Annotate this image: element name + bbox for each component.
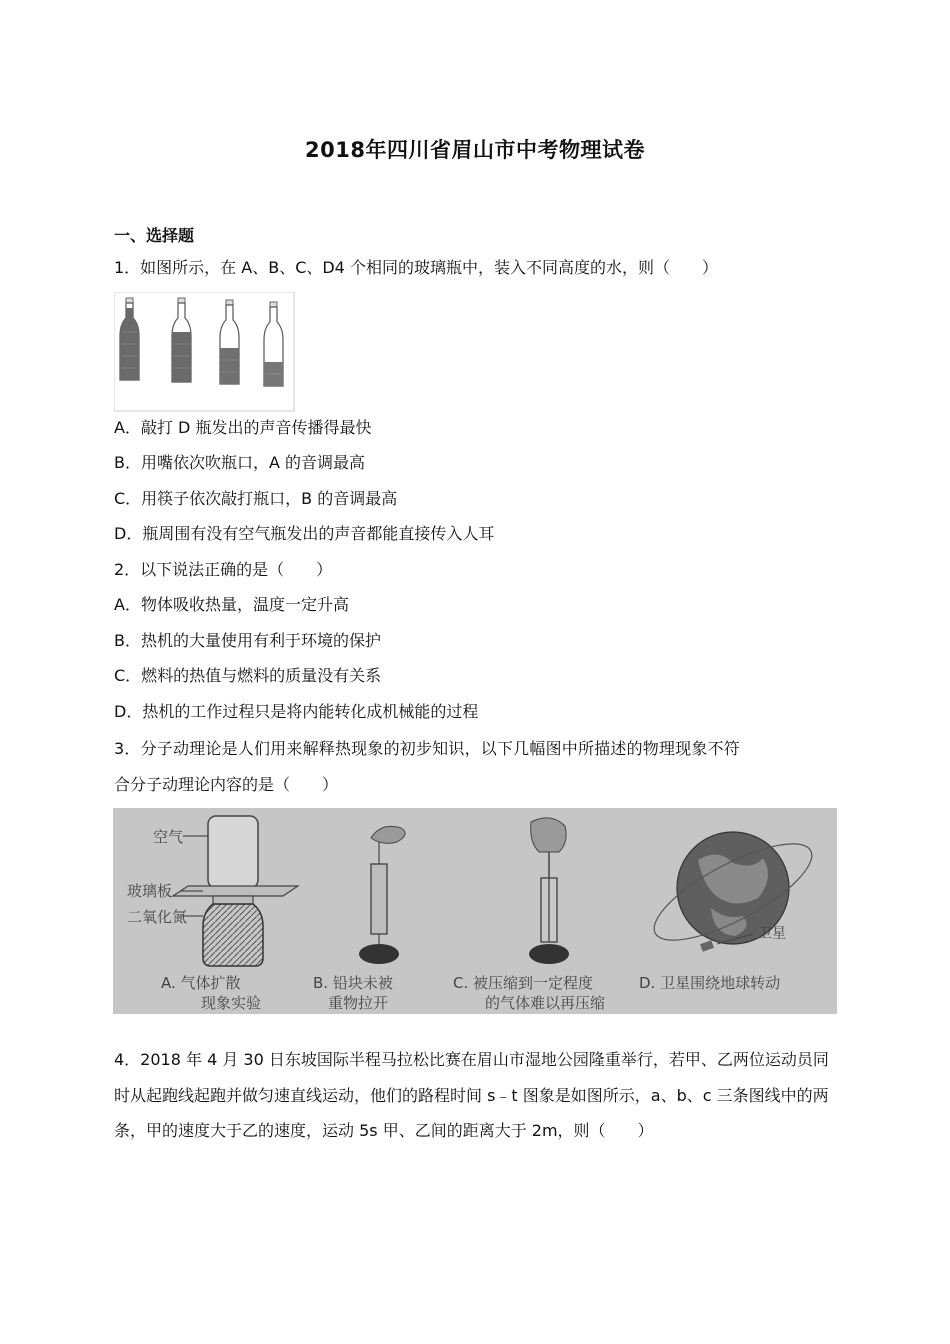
section-heading: 一、选择题 bbox=[114, 226, 195, 245]
caption-c-line2: 的气体难以再压缩 bbox=[485, 994, 606, 1012]
caption-c-line1: C. 被压缩到一定程度 bbox=[453, 974, 594, 992]
label-satellite: 卫星 bbox=[758, 926, 786, 942]
label-glass-plate: 玻璃板 bbox=[127, 882, 173, 900]
page-title: 2018年四川省眉山市中考物理试卷 bbox=[305, 138, 645, 162]
caption-b-line2: 重物拉开 bbox=[328, 994, 389, 1012]
question-4-stem: 4．2018 年 4 月 30 日东坡国际半程马拉松比赛在眉山市湿地公园隆重举行，若甲、乙两位运动员同时从起跑线起跑并做匀速直线运动，他们的路程时间 s﹣t 图象是如图所示，a、b、c 三条图线中的两条，甲的速度大于乙的速度，运动 5s 甲、乙间的距离大于 2m，则（ ） bbox=[114, 1050, 829, 1140]
question-1-option-a: A．敲打 D 瓶发出的声音传播得最快 bbox=[114, 418, 372, 437]
molecular-theory-figure bbox=[113, 808, 837, 1014]
caption-b-line1: B. 铅块未被 bbox=[313, 974, 393, 992]
caption-d-line1: D. 卫星围绕地球转动 bbox=[639, 974, 781, 992]
question-3-stem-line2: 合分子动理论内容的是（ ） bbox=[114, 775, 339, 794]
question-1-option-c: C．用筷子依次敲打瓶口，B 的音调最高 bbox=[114, 489, 398, 508]
question-1-stem: 1．如图所示，在 A、B、C、D4 个相同的玻璃瓶中，装入不同高度的水，则（ ） bbox=[114, 258, 718, 277]
caption-a-line1: A. 气体扩散 bbox=[161, 974, 241, 992]
caption-a-line2: 现象实验 bbox=[201, 994, 262, 1012]
label-no2: 二氧化氮 bbox=[127, 908, 188, 926]
question-1-option-d: D．瓶周围有没有空气瓶发出的声音都能直接传入人耳 bbox=[114, 524, 495, 543]
bottles-figure bbox=[114, 292, 296, 412]
question-2-option-b: B．热机的大量使用有利于环境的保护 bbox=[114, 631, 381, 650]
question-3-stem-line1: 3．分子动理论是人们用来解释热现象的初步知识，以下几幅图中所描述的物理现象不符 bbox=[114, 739, 740, 758]
question-2-option-a: A．物体吸收热量，温度一定升高 bbox=[114, 595, 349, 614]
question-2-option-d: D．热机的工作过程只是将内能转化成机械能的过程 bbox=[114, 702, 479, 721]
question-1-option-b: B．用嘴依次吹瓶口，A 的音调最高 bbox=[114, 453, 366, 472]
label-air: 空气 bbox=[153, 828, 184, 846]
question-2-option-c: C．燃料的热值与燃料的质量没有关系 bbox=[114, 666, 382, 685]
question-2-stem: 2．以下说法正确的是（ ） bbox=[114, 560, 333, 579]
